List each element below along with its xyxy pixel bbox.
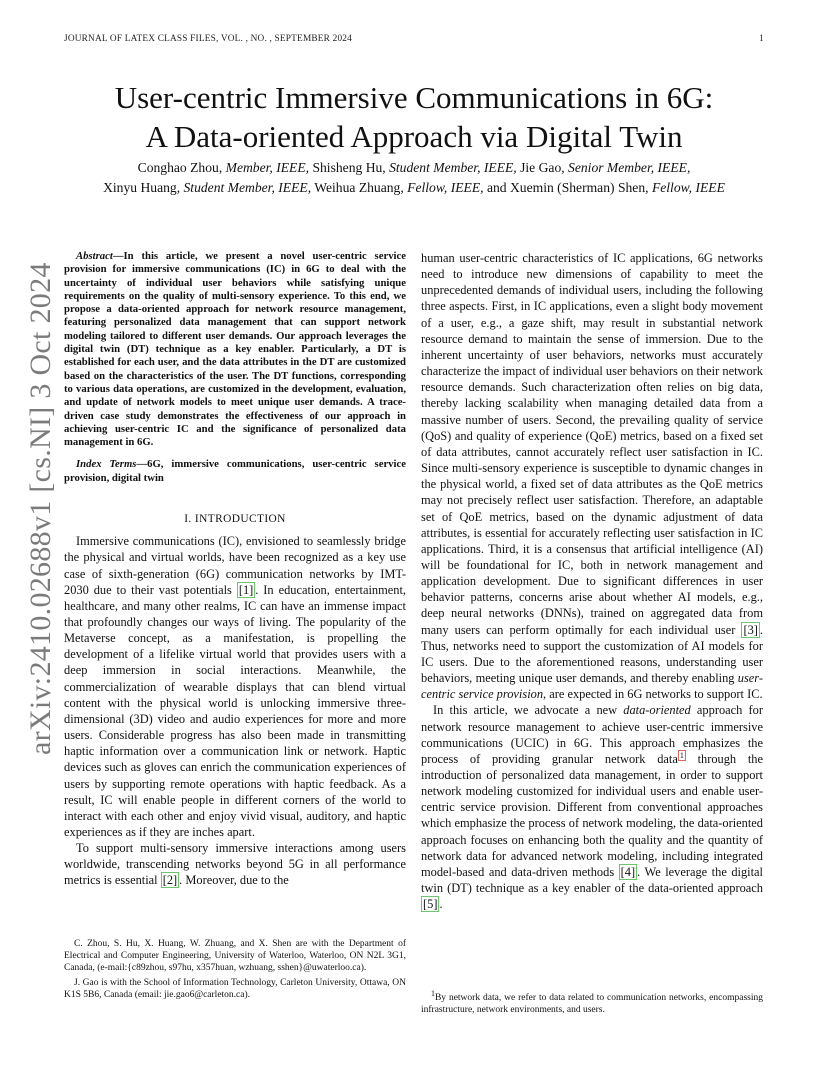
title-line-1: User-centric Immersive Communications in 6G:: [114, 80, 714, 115]
abstract-label: Abstract: [76, 250, 113, 262]
footnote-link[interactable]: 1: [679, 750, 684, 760]
paragraph-text: . We leverage the digital twin (DT) technique as a key enabler of the data-oriented approach: [421, 864, 763, 896]
footnote-mark: 1: [431, 989, 435, 998]
journal-name: JOURNAL OF LATEX CLASS FILES, VOL. , NO. , SEPTEMBER 2024: [64, 34, 353, 44]
paragraph-text: .: [439, 897, 443, 912]
author-name: Xinyu Huang,: [103, 180, 184, 195]
running-header: [64, 34, 764, 44]
author-name: Conghao Zhou,: [137, 160, 226, 175]
paragraph-text: , are expected in 6G networks to support IC.: [543, 687, 763, 702]
affiliation-1: C. Zhou, S. Hu, X. Huang, W. Zhuang, and X. Shen are with the Department of Electrical and Computer Engineering, University of Waterloo, Waterloo, ON N2L 3G1, Canada, (e-mail:{c89zhou, s97hu, x357huan, wzhuang, sshen}@uwaterloo.ca).: [64, 939, 406, 973]
intro-paragraph-3: [421, 702, 763, 912]
author-role: Student Member, IEEE,: [389, 160, 517, 175]
paragraph-text: human user-centric characteristics of IC applications, 6G networks need to introduce new dimensions of capability to meet the unprecedented demands of individual users, including the following three aspects. First, in IC applications, even a slight body movement of a user, e.g., a gaze shift, may result in substantial network resource demand to maintain the sense of immersion. Due to the inherent uncertainty of user behaviors, networks must accurately characterize the impact of individual user behaviors on their network resource demands. Such characterization often relies on big data, thereby lacking scalability when managing detailed data from a massive number of users. Second, the prevailing quality of service (QoS) and quality of experience (QoE) metrics, based on a fixed set of data attributes, cannot accurately reflect user satisfaction in IC. Since multi-sensory experience is susceptible to dynamic changes in the physical world, a fixed set of data attributes as the QoE metrics may not precisely reflect user satisfaction. Therefore, an adaptable set of QoE metrics, based on the dynamic adjustment of data attributes, is essential for accurately reflecting user satisfaction in IC applications. Third, it is a consensus that artificial intelligence (AI) will be foundational for IC, both in network management and application development. Due to significant differences in user behavior patterns, concerns arise about whether AI models, e.g., deep neural networks (DNNs), trained on aggregated data from many users can perform optimally for each individual user: [421, 251, 763, 637]
index-terms-text: —6G, immersive communications, user-centric service provision, digital twin: [64, 458, 406, 484]
author-role: Fellow, IEEE: [651, 180, 725, 195]
paragraph-text: In this article, we advocate a new: [433, 703, 624, 718]
affiliation-footnotes: [64, 938, 406, 1004]
author-name: Jie Gao,: [516, 160, 569, 175]
citation-link[interactable]: [1]: [238, 582, 254, 597]
author-role: Student Member, IEEE,: [183, 180, 312, 195]
author-name: Weihua Zhuang,: [311, 180, 408, 195]
footnote-1: [421, 988, 763, 1019]
footnote-text: By network data, we refer to data related to communication networks, encompassing infrastructure, network environments, and users.: [421, 993, 763, 1016]
citation-link[interactable]: [5]: [423, 897, 438, 912]
author-name: and Xuemin (Sherman) Shen,: [483, 180, 652, 195]
paper-title: [64, 78, 764, 156]
abstract: [64, 250, 406, 449]
author-list: [64, 158, 764, 198]
intro-paragraph-2: [64, 840, 406, 888]
author-role: Member, IEEE,: [225, 160, 310, 175]
section-heading-introduction: I. INTRODUCTION: [184, 513, 286, 526]
paragraph-text: through the introduction of personalized data management, in order to support network modeling customized for individual users and enable user-centric service provision. Different from conventional approaches which emphasize the process of network modeling, the data-oriented approach focuses on enhancing both the quality and the quantity of network data for advanced network modeling, including integrated model-based and data-driven methods: [421, 751, 763, 879]
page-number: 1: [759, 34, 764, 44]
author-line-1: [64, 158, 764, 178]
author-role: Senior Member, IEEE,: [568, 160, 691, 175]
citation-link[interactable]: [3]: [743, 622, 758, 637]
paragraph-text: . In education, entertainment, healthcare, and many other realms, IC can have an immense impact that profoundly changes our ways of living. The popularity of the Metaverse concept, as a manifestation, is propelling the development of a lifelike virtual world that provides users with a deep immersion in social interactions. Meanwhile, the commercialization of wearable displays that can blend virtual content with the physical world is unlocking immersive three-dimensional (3D) video and audio experiences for more and more users. Considerable progress has also been made in transmitting haptic information over a communication link or network. Haptic devices such as gloves can enrich the communication experiences of users by supporting remote operations with haptic feedback. As a result, IC will enable people in different corners of the world to interact with each other and enjoy vivid visual, auditory, and haptic experiences as if they are inches apart.: [64, 582, 406, 840]
paragraph-text: . Thus, networks need to support the customization of AI models for IC users. Due to the aforementioned reasons, understanding user behaviors, meeting unique user demands, and thereby enabling: [421, 622, 763, 686]
emphasis-text: data-oriented: [623, 703, 691, 718]
citation-link[interactable]: [2]: [162, 873, 178, 888]
paragraph-text: To support multi-sensory immersive interactions among users worldwide, transcending networks beyond 5G in all performance metrics is essential: [64, 841, 406, 888]
title-line-2: A Data-oriented Approach via Digital Twin: [145, 119, 683, 154]
intro-paragraph-continued: [421, 250, 763, 702]
author-name: Shisheng Hu,: [309, 160, 390, 175]
paragraph-text: approach for network resource management to achieve user-centric immersive communications (UCIC) in 6G. This approach emphasizes the process of providing granular network data: [421, 703, 763, 766]
paragraph-text: Immersive communications (IC), envisioned to seamlessly bridge the physical and virtual worlds, have been recognized as a key use case of sixth-generation (6G) communication networks by IMT-2030 due to their vast potentials: [64, 534, 406, 597]
paragraph-text: . Moreover, due to the: [179, 873, 289, 888]
emphasis-text: user-centric service provision: [421, 671, 763, 702]
affiliation-2: J. Gao is with the School of Information Technology, Carleton University, Ottawa, ON K1S 5B6, Canada (email: jie.gao6@carleton.ca).: [64, 978, 406, 1000]
left-column: [64, 250, 406, 889]
author-line-2: [64, 178, 764, 198]
abstract-text: —In this article, we present a novel user-centric service provision for immersive communications (IC) in 6G to deal with the uncertainty of individual user behaviors while satisfying unique requirements on the quality of multi-sensory experience. To this end, we propose a data-oriented approach for network resource management, featuring personalized data management that can support network modeling tailored to different user demands. Our approach leverages the digital twin (DT) technique as a key enabler. Particularly, a DT is established for each user, and the data attributes in the DT are customized based on the characteristics of the user. The DT functions, corresponding to various data operations, are customized in the development, evaluation, and update of network models to meet unique user demands. A trace-driven case study demonstrates the effectiveness of our approach in achieving user-centric IC and the significance of personalized data management in 6G.: [64, 250, 406, 449]
intro-paragraph-1: [64, 533, 406, 840]
index-terms: [64, 458, 406, 485]
arxiv-stamp[interactable]: arXiv:2410.02688v1 [cs.NI] 3 Oct 2024: [24, 262, 57, 755]
citation-link[interactable]: [4]: [620, 864, 636, 879]
right-column: [421, 250, 763, 912]
index-terms-label: Index Terms: [76, 458, 137, 471]
author-role: Fellow, IEEE,: [407, 180, 484, 195]
